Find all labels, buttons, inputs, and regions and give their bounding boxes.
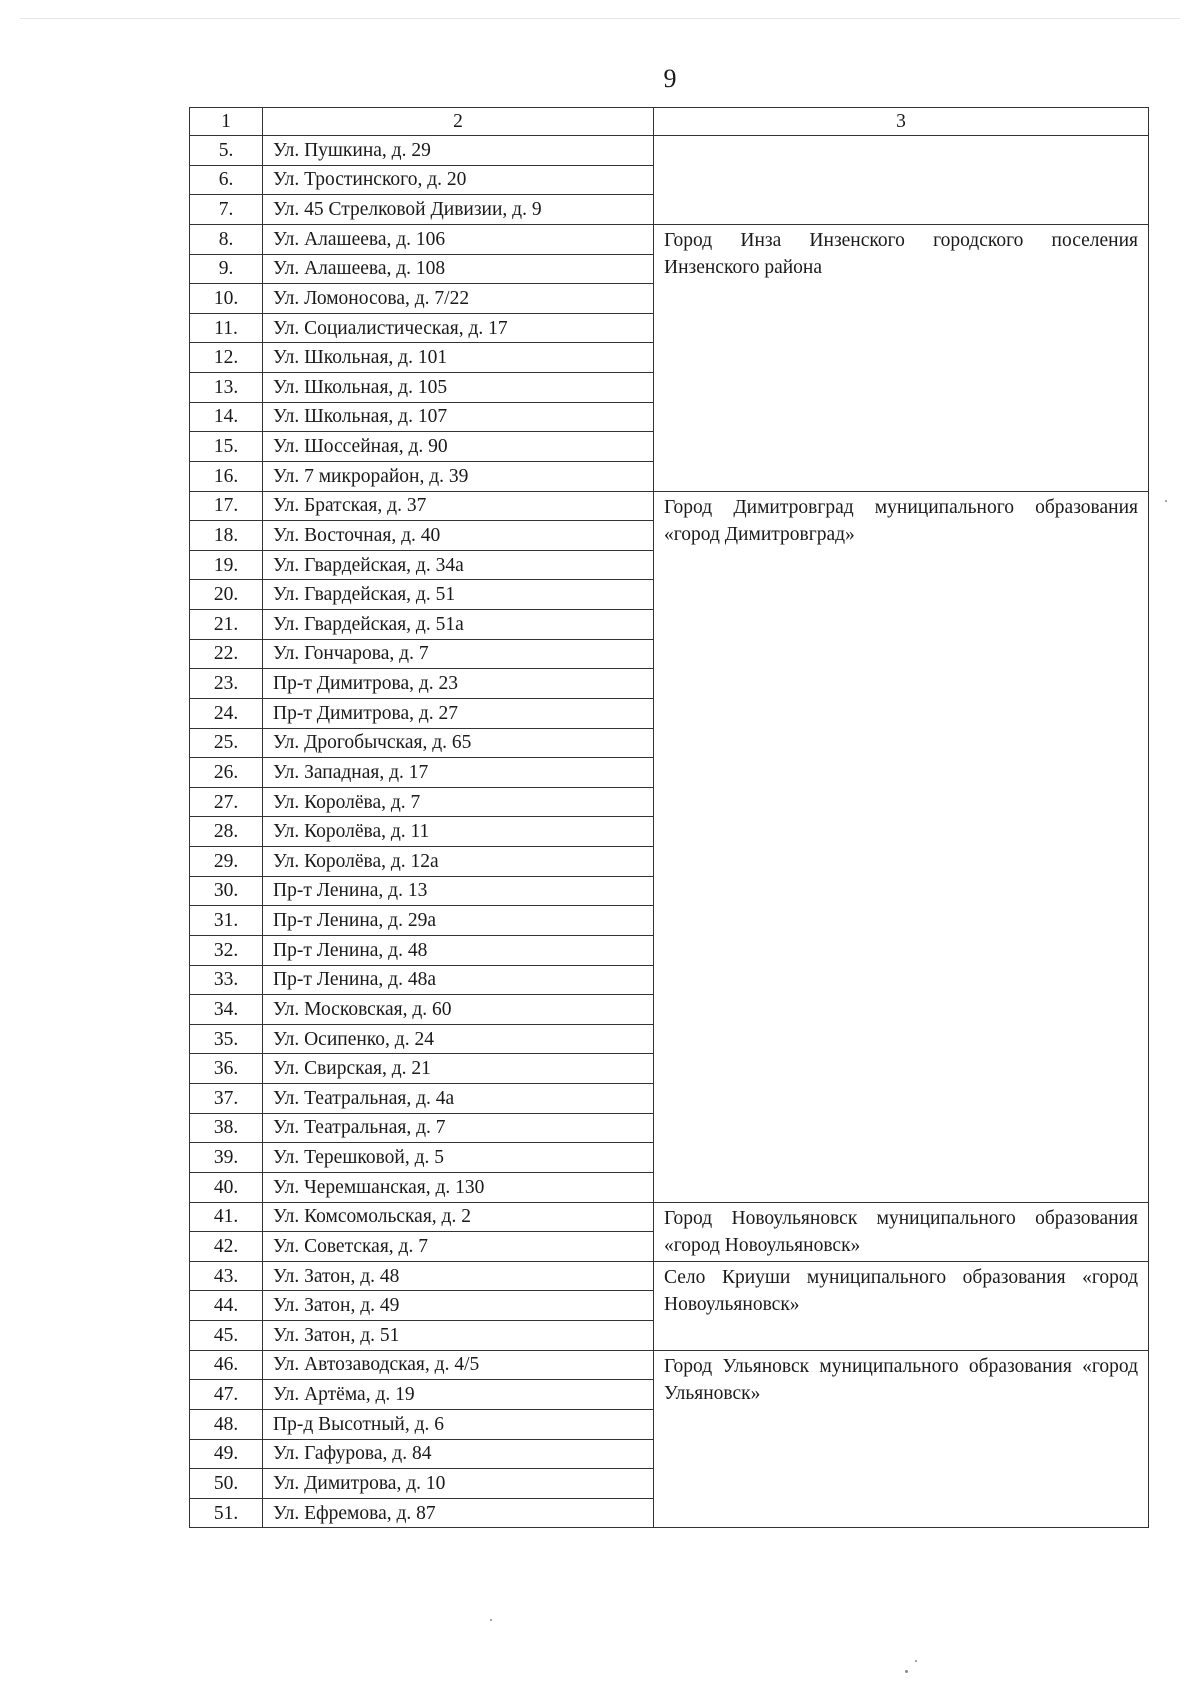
row-address: Ул. Западная, д. 17	[263, 758, 654, 788]
row-number: 6.	[190, 165, 263, 195]
row-number: 9.	[190, 254, 263, 284]
row-number: 7.	[190, 195, 263, 225]
row-number: 17.	[190, 491, 263, 521]
row-address: Ул. Свирская, д. 21	[263, 1054, 654, 1084]
row-number: 29.	[190, 847, 263, 877]
row-number: 16.	[190, 461, 263, 491]
row-address: Ул. Алашеева, д. 108	[263, 254, 654, 284]
row-address: Пр-т Ленина, д. 48	[263, 935, 654, 965]
row-number: 28.	[190, 817, 263, 847]
table-row	[190, 136, 1149, 166]
row-address: Ул. Тростинского, д. 20	[263, 165, 654, 195]
row-address: Ул. 45 Стрелковой Дивизии, д. 9	[263, 195, 654, 225]
row-number: 24.	[190, 698, 263, 728]
page-number: 9	[663, 64, 677, 93]
table-row	[190, 491, 1149, 521]
row-address: Ул. Гафурова, д. 84	[263, 1439, 654, 1469]
row-address: Ул. 7 микрорайон, д. 39	[263, 461, 654, 491]
row-number: 8.	[190, 224, 263, 254]
row-address: Ул. Театральная, д. 4а	[263, 1084, 654, 1114]
row-address: Ул. Королёва, д. 12а	[263, 847, 654, 877]
row-number: 26.	[190, 758, 263, 788]
row-address: Ул. Осипенко, д. 24	[263, 1024, 654, 1054]
row-number: 13.	[190, 373, 263, 403]
row-address: Ул. Театральная, д. 7	[263, 1113, 654, 1143]
row-number: 50.	[190, 1469, 263, 1499]
row-address: Ул. Алашеева, д. 106	[263, 224, 654, 254]
row-address: Ул. Гвардейская, д. 34а	[263, 550, 654, 580]
row-number: 31.	[190, 906, 263, 936]
column-header-locality: 3	[654, 108, 1149, 136]
locality-cell: Город Ульяновск муниципального образования «город Ульяновск»	[654, 1350, 1149, 1528]
row-number: 27.	[190, 787, 263, 817]
row-number: 19.	[190, 550, 263, 580]
row-address: Ул. Братская, д. 37	[263, 491, 654, 521]
row-address: Ул. Королёва, д. 7	[263, 787, 654, 817]
row-number: 35.	[190, 1024, 263, 1054]
row-number: 34.	[190, 995, 263, 1025]
scan-speck	[1165, 500, 1167, 502]
row-address: Ул. Школьная, д. 105	[263, 373, 654, 403]
row-address: Ул. Шоссейная, д. 90	[263, 432, 654, 462]
row-address: Пр-т Ленина, д. 13	[263, 876, 654, 906]
scan-speck	[915, 1660, 917, 1662]
locality-cell	[654, 136, 1149, 225]
row-number: 43.	[190, 1261, 263, 1291]
scan-speck	[905, 1670, 908, 1673]
row-address: Ул. Затон, д. 48	[263, 1261, 654, 1291]
row-number: 10.	[190, 284, 263, 314]
row-address: Ул. Черемшанская, д. 130	[263, 1172, 654, 1202]
row-address: Ул. Затон, д. 51	[263, 1321, 654, 1351]
row-number: 33.	[190, 965, 263, 995]
row-number: 21.	[190, 610, 263, 640]
table-row	[190, 1350, 1149, 1380]
row-number: 14.	[190, 402, 263, 432]
column-header-number: 1	[190, 108, 263, 136]
row-address: Пр-т Димитрова, д. 23	[263, 669, 654, 699]
row-address: Ул. Терешковой, д. 5	[263, 1143, 654, 1173]
row-address: Ул. Советская, д. 7	[263, 1232, 654, 1262]
row-address: Ул. Автозаводская, д. 4/5	[263, 1350, 654, 1380]
row-address: Ул. Гвардейская, д. 51	[263, 580, 654, 610]
row-address: Пр-т Димитрова, д. 27	[263, 698, 654, 728]
row-number: 40.	[190, 1172, 263, 1202]
row-number: 12.	[190, 343, 263, 373]
row-address: Ул. Ломоносова, д. 7/22	[263, 284, 654, 314]
row-number: 47.	[190, 1380, 263, 1410]
row-address: Ул. Социалистическая, д. 17	[263, 313, 654, 343]
row-address: Пр-д Высотный, д. 6	[263, 1409, 654, 1439]
row-address: Ул. Королёва, д. 11	[263, 817, 654, 847]
row-number: 18.	[190, 521, 263, 551]
row-address: Ул. Школьная, д. 101	[263, 343, 654, 373]
row-number: 5.	[190, 136, 263, 166]
table-header-row	[190, 108, 1149, 136]
row-number: 11.	[190, 313, 263, 343]
row-number: 45.	[190, 1321, 263, 1351]
row-number: 22.	[190, 639, 263, 669]
table-body	[190, 136, 1149, 1528]
row-number: 51.	[190, 1498, 263, 1528]
row-address: Ул. Артёма, д. 19	[263, 1380, 654, 1410]
row-address: Ул. Московская, д. 60	[263, 995, 654, 1025]
row-address: Ул. Восточная, д. 40	[263, 521, 654, 551]
row-address: Ул. Дрогобычская, д. 65	[263, 728, 654, 758]
row-address: Ул. Комсомольская, д. 2	[263, 1202, 654, 1232]
row-number: 41.	[190, 1202, 263, 1232]
row-number: 36.	[190, 1054, 263, 1084]
row-address: Ул. Школьная, д. 107	[263, 402, 654, 432]
locality-cell: Город Инза Инзенского городского поселения Инзенского района	[654, 224, 1149, 491]
row-number: 23.	[190, 669, 263, 699]
row-address: Ул. Гончарова, д. 7	[263, 639, 654, 669]
table-row	[190, 224, 1149, 254]
scan-edge-line	[20, 18, 1180, 19]
row-number: 42.	[190, 1232, 263, 1262]
row-address: Ул. Гвардейская, д. 51а	[263, 610, 654, 640]
row-address: Ул. Затон, д. 49	[263, 1291, 654, 1321]
address-table	[189, 107, 1149, 1528]
table-row	[190, 1202, 1149, 1232]
column-header-address: 2	[263, 108, 654, 136]
row-number: 44.	[190, 1291, 263, 1321]
row-number: 20.	[190, 580, 263, 610]
locality-cell: Село Криуши муниципального образования «город Новоульяновск»	[654, 1261, 1149, 1350]
row-address: Пр-т Ленина, д. 48а	[263, 965, 654, 995]
row-number: 39.	[190, 1143, 263, 1173]
locality-cell: Город Новоульяновск муниципального образования «город Новоульяновск»	[654, 1202, 1149, 1261]
row-number: 46.	[190, 1350, 263, 1380]
row-number: 37.	[190, 1084, 263, 1114]
row-number: 48.	[190, 1409, 263, 1439]
scan-speck	[490, 1619, 492, 1621]
row-number: 25.	[190, 728, 263, 758]
locality-cell: Город Димитровград муниципального образования «город Димитровград»	[654, 491, 1149, 1202]
row-number: 38.	[190, 1113, 263, 1143]
row-number: 32.	[190, 935, 263, 965]
row-address: Ул. Пушкина, д. 29	[263, 136, 654, 166]
row-address: Ул. Димитрова, д. 10	[263, 1469, 654, 1499]
row-number: 30.	[190, 876, 263, 906]
row-number: 49.	[190, 1439, 263, 1469]
row-address: Ул. Ефремова, д. 87	[263, 1498, 654, 1528]
row-address: Пр-т Ленина, д. 29а	[263, 906, 654, 936]
row-number: 15.	[190, 432, 263, 462]
table-row	[190, 1261, 1149, 1291]
